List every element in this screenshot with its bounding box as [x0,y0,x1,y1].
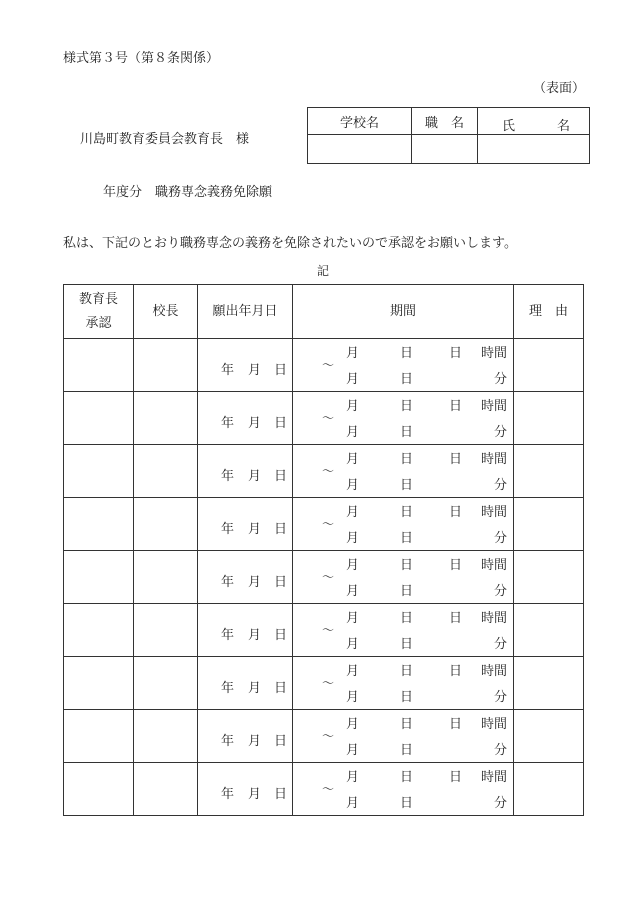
month-label: 月 [248,416,262,431]
end-day-label: 日 [400,478,414,493]
end-day-label: 日 [400,690,414,705]
period-cell[interactable] [293,339,514,392]
minutes-label: 分 [494,372,508,387]
minutes-label: 分 [494,531,508,546]
month-label: 月 [248,575,262,590]
period-cell[interactable] [293,551,514,604]
end-day-label: 日 [400,531,414,546]
tilde-mark: 〜 [322,464,335,478]
end-day-label: 日 [400,372,414,387]
table-row [64,657,584,710]
date-cell[interactable] [198,339,293,392]
header-date: 願出年月日 [198,285,293,339]
start-day-label: 日 [400,346,414,361]
start-month-label: 月 [346,558,360,573]
month-label: 月 [248,469,262,484]
year-label: 年 [221,681,235,696]
minutes-label: 分 [494,743,508,758]
days-label: 日 [449,346,463,361]
tilde-mark: 〜 [322,570,335,584]
minutes-label: 分 [494,796,508,811]
day-label: 日 [274,681,288,696]
start-month-label: 月 [346,717,360,732]
principal-cell[interactable] [134,710,198,763]
minutes-label: 分 [494,584,508,599]
year-label: 年 [221,469,235,484]
table-row [64,551,584,604]
main-table [63,284,584,816]
hours-label: 時間 [481,399,508,414]
minutes-label: 分 [494,690,508,705]
school-label: 学校名 [308,108,412,135]
end-day-label: 日 [400,425,414,440]
name-label-2: 名 [557,119,571,134]
month-label: 月 [248,522,262,537]
year-label: 年 [221,416,235,431]
days-label: 日 [449,611,463,626]
header-principal: 校長 [134,285,198,339]
start-day-label: 日 [400,770,414,785]
header-approval [64,285,134,339]
table-row [64,339,584,392]
end-day-label: 日 [400,743,414,758]
tilde-mark: 〜 [322,676,335,690]
form-number: 様式第３号（第８条関係） [63,51,220,66]
hours-label: 時間 [481,452,508,467]
day-label: 日 [274,628,288,643]
date-cell[interactable] [198,445,293,498]
start-month-label: 月 [346,770,360,785]
principal-cell[interactable] [134,339,198,392]
end-month-label: 月 [346,637,360,652]
minutes-label: 分 [494,478,508,493]
reason-cell[interactable] [514,604,584,657]
day-label: 日 [274,734,288,749]
start-month-label: 月 [346,399,360,414]
end-month-label: 月 [346,690,360,705]
period-cell[interactable] [293,445,514,498]
date-cell[interactable] [198,604,293,657]
period-cell[interactable] [293,657,514,710]
period-cell[interactable] [293,604,514,657]
approval-cell[interactable] [64,445,134,498]
minutes-label: 分 [494,637,508,652]
name-label [478,108,590,135]
start-day-label: 日 [400,664,414,679]
year-label: 年 [221,363,235,378]
period-cell[interactable] [293,763,514,816]
hours-label: 時間 [481,664,508,679]
tilde-mark: 〜 [322,358,335,372]
end-month-label: 月 [346,372,360,387]
start-month-label: 月 [346,611,360,626]
header-reason: 理 由 [514,285,584,339]
reason-cell[interactable] [514,392,584,445]
end-month-label: 月 [346,796,360,811]
document-title: 年度分 職務専念義務免除願 [103,185,273,200]
face-label: （表面） [533,81,586,96]
table-row [64,710,584,763]
approval-cell[interactable] [64,763,134,816]
year-label: 年 [221,522,235,537]
days-label: 日 [449,717,463,732]
month-label: 月 [248,681,262,696]
start-month-label: 月 [346,505,360,520]
addressee: 川島町教育委員会教育長 様 [80,132,250,147]
days-label: 日 [449,399,463,414]
hours-label: 時間 [481,717,508,732]
start-day-label: 日 [400,452,414,467]
year-label: 年 [221,787,235,802]
hours-label: 時間 [481,346,508,361]
day-label: 日 [274,416,288,431]
reason-cell[interactable] [514,657,584,710]
approval-cell[interactable] [64,710,134,763]
year-label: 年 [221,575,235,590]
position-label: 職 名 [412,108,478,135]
start-day-label: 日 [400,611,414,626]
end-month-label: 月 [346,743,360,758]
end-day-label: 日 [400,584,414,599]
date-cell[interactable] [198,657,293,710]
table-row [64,392,584,445]
table-row [64,445,584,498]
day-label: 日 [274,522,288,537]
day-label: 日 [274,575,288,590]
reason-cell[interactable] [514,551,584,604]
principal-cell[interactable] [134,498,198,551]
year-label: 年 [221,734,235,749]
principal-cell[interactable] [134,604,198,657]
end-month-label: 月 [346,425,360,440]
period-cell[interactable] [293,710,514,763]
school-field[interactable] [308,135,412,164]
reason-cell[interactable] [514,763,584,816]
date-cell[interactable] [198,763,293,816]
start-month-label: 月 [346,346,360,361]
approval-cell[interactable] [64,657,134,710]
days-label: 日 [449,452,463,467]
name-field[interactable] [478,135,590,164]
table-row [64,498,584,551]
table-row [64,604,584,657]
principal-cell[interactable] [134,551,198,604]
start-day-label: 日 [400,399,414,414]
tilde-mark: 〜 [322,411,335,425]
days-label: 日 [449,664,463,679]
end-month-label: 月 [346,531,360,546]
request-text: 私は、下記のとおり職務専念の義務を免除されたいので承認をお願いします。 [63,236,517,251]
hours-label: 時間 [481,611,508,626]
approval-cell[interactable] [64,498,134,551]
end-month-label: 月 [346,584,360,599]
header-approval-1: 教育長 [78,291,118,307]
principal-cell[interactable] [134,392,198,445]
hours-label: 時間 [481,505,508,520]
date-cell[interactable] [198,392,293,445]
reason-cell[interactable] [514,445,584,498]
minutes-label: 分 [494,425,508,440]
day-label: 日 [274,469,288,484]
approval-cell[interactable] [64,339,134,392]
year-label: 年 [221,628,235,643]
approval-cell[interactable] [64,604,134,657]
period-cell[interactable] [293,392,514,445]
days-label: 日 [449,558,463,573]
date-cell[interactable] [198,551,293,604]
start-month-label: 月 [346,452,360,467]
principal-cell[interactable] [134,763,198,816]
period-cell[interactable] [293,498,514,551]
table-row [64,763,584,816]
days-label: 日 [449,505,463,520]
note-label: 記 [317,264,330,278]
start-month-label: 月 [346,664,360,679]
days-label: 日 [449,770,463,785]
tilde-mark: 〜 [322,517,335,531]
reason-cell[interactable] [514,339,584,392]
position-field[interactable] [412,135,478,164]
approval-cell[interactable] [64,551,134,604]
end-day-label: 日 [400,637,414,652]
month-label: 月 [248,734,262,749]
tilde-mark: 〜 [322,623,335,637]
start-day-label: 日 [400,717,414,732]
month-label: 月 [248,628,262,643]
month-label: 月 [248,363,262,378]
tilde-mark: 〜 [322,729,335,743]
day-label: 日 [274,363,288,378]
principal-cell[interactable] [134,445,198,498]
month-label: 月 [248,787,262,802]
name-label-1: 氏 [502,119,516,134]
date-cell[interactable] [198,498,293,551]
tilde-mark: 〜 [322,782,335,796]
start-day-label: 日 [400,558,414,573]
end-day-label: 日 [400,796,414,811]
info-table [307,107,590,164]
header-approval-2: 承認 [85,315,112,331]
start-day-label: 日 [400,505,414,520]
day-label: 日 [274,787,288,802]
hours-label: 時間 [481,770,508,785]
header-period: 期間 [293,285,514,339]
hours-label: 時間 [481,558,508,573]
principal-cell[interactable] [134,657,198,710]
reason-cell[interactable] [514,498,584,551]
reason-cell[interactable] [514,710,584,763]
end-month-label: 月 [346,478,360,493]
date-cell[interactable] [198,710,293,763]
approval-cell[interactable] [64,392,134,445]
